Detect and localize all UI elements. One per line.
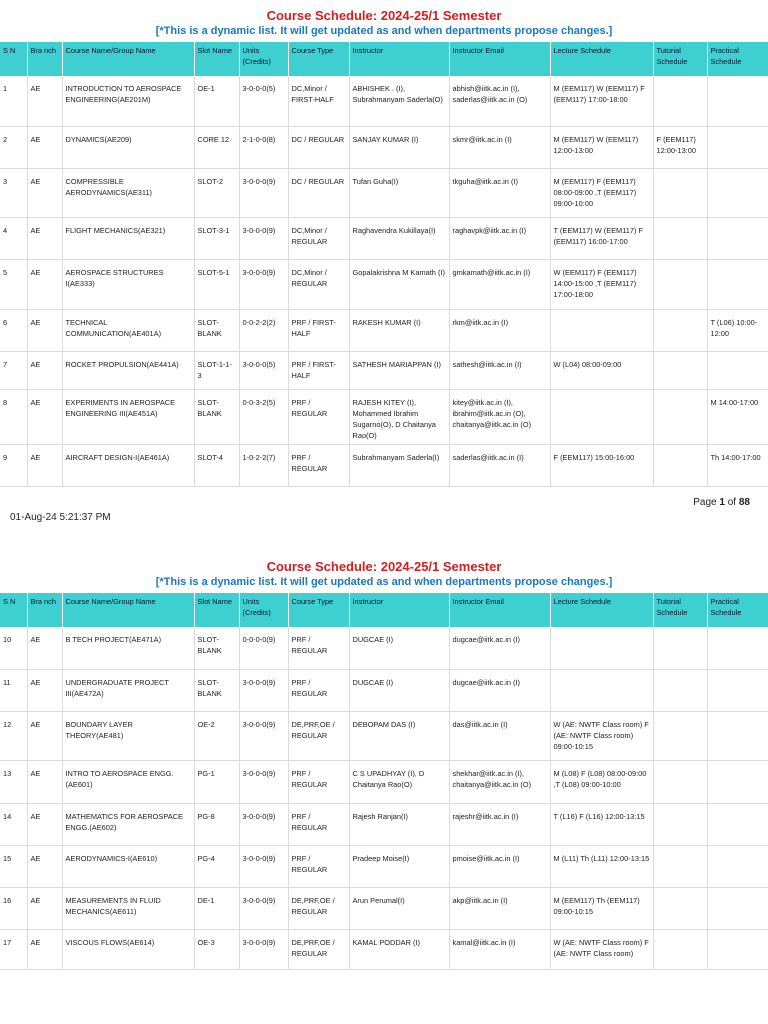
cell-email[interactable]: kitey@iitk.ac.in (I), ibrahim@iitk.ac.in (O), chaitanya@iitk.ac.in (O) <box>449 389 550 444</box>
cell-slot: PG-1 <box>194 761 239 804</box>
cell-type: PRF / REGULAR <box>288 761 349 804</box>
cell-instructor: ABHISHEK . (I), Subrahmanyam Saderla(O) <box>349 76 449 126</box>
cell-email[interactable]: dugcae@iitk.ac.in (I) <box>449 670 550 712</box>
cell-lecture: F (EEM117) 15:00-16:00 <box>550 444 653 486</box>
cell-instructor: DUGCAE (I) <box>349 627 449 670</box>
cell-practical <box>707 670 768 712</box>
cell-instructor: DUGCAE (I) <box>349 670 449 712</box>
cell-slot: SLOT-BLANK <box>194 670 239 712</box>
cell-course: TECHNICAL COMMUNICATION(AE401A) <box>62 309 194 351</box>
cell-tutorial <box>653 761 707 804</box>
cell-lecture <box>550 627 653 670</box>
cell-email[interactable]: abhish@iitk.ac.in (I), saderlas@iitk.ac.in (O) <box>449 76 550 126</box>
column-header-course: Course Name/Group Name <box>62 593 194 627</box>
cell-lecture: W (L04) 08:00-09:00 <box>550 351 653 389</box>
cell-sn: 16 <box>0 888 27 930</box>
cell-sn: 4 <box>0 217 27 259</box>
table-row <box>0 309 768 351</box>
cell-practical <box>707 804 768 846</box>
cell-branch: AE <box>27 761 62 804</box>
cell-practical <box>707 351 768 389</box>
page-title: Course Schedule: 2024-25/1 Semester <box>266 558 502 574</box>
cell-branch: AE <box>27 846 62 888</box>
cell-email[interactable]: dugcae@iitk.ac.in (I) <box>449 627 550 670</box>
cell-units: 3-0-0-0(9) <box>239 712 288 761</box>
cell-email[interactable]: kamal@iitk.ac.in (I) <box>449 930 550 970</box>
cell-units: 2-1-0-0(8) <box>239 126 288 168</box>
cell-course: EXPERIMENTS IN AEROSPACE ENGINEERING III(AE451A) <box>62 389 194 444</box>
cell-slot: SLOT-BLANK <box>194 627 239 670</box>
table-row <box>0 217 768 259</box>
cell-sn: 7 <box>0 351 27 389</box>
column-header-sn: S N <box>0 42 27 76</box>
cell-branch: AE <box>27 76 62 126</box>
column-header-tutorial: Tutorial Schedule <box>653 593 707 627</box>
cell-tutorial <box>653 804 707 846</box>
table-header-row <box>0 593 768 627</box>
cell-units: 3-0-0-0(9) <box>239 259 288 309</box>
column-header-units: Units (Credits) <box>239 42 288 76</box>
column-header-email: Instructor Email <box>449 42 550 76</box>
cell-lecture: T (L16) F (L16) 12:00-13:15 <box>550 804 653 846</box>
cell-sn: 8 <box>0 389 27 444</box>
cell-instructor: RAJESH KITEY (I), Mohammed Ibrahim Sugarno(O), D Chaitanya Rao(O) <box>349 389 449 444</box>
cell-units: 3-0-0-0(9) <box>239 804 288 846</box>
cell-type: PRF / REGULAR <box>288 670 349 712</box>
cell-type: PRF / REGULAR <box>288 846 349 888</box>
page-number: Page 1 of 88 <box>693 496 750 508</box>
cell-type: PRF / REGULAR <box>288 627 349 670</box>
cell-instructor: SANJAY KUMAR (I) <box>349 126 449 168</box>
cell-slot: SLOT-1-1-3 <box>194 351 239 389</box>
cell-tutorial <box>653 389 707 444</box>
cell-course: B TECH PROJECT(AE471A) <box>62 627 194 670</box>
cell-instructor: C S UPADHYAY (I), D Chaitanya Rao(O) <box>349 761 449 804</box>
cell-course: BOUNDARY LAYER THEORY(AE481) <box>62 712 194 761</box>
cell-email[interactable]: raghavpk@iitk.ac.in (I) <box>449 217 550 259</box>
cell-email[interactable]: tkguha@iitk.ac.in (I) <box>449 168 550 217</box>
cell-sn: 3 <box>0 168 27 217</box>
cell-tutorial <box>653 259 707 309</box>
cell-email[interactable]: sathesh@iitk.ac.in (I) <box>449 351 550 389</box>
page-subtitle: [*This is a dynamic list. It will get updated as and when departments propose changes.] <box>155 575 613 588</box>
cell-branch: AE <box>27 627 62 670</box>
cell-slot: DE-1 <box>194 888 239 930</box>
column-header-instructor: Instructor <box>349 42 449 76</box>
table-row <box>0 888 768 930</box>
cell-units: 3-0-0-0(9) <box>239 846 288 888</box>
cell-slot: SLOT-4 <box>194 444 239 486</box>
cell-type: PRF / REGULAR <box>288 804 349 846</box>
cell-lecture <box>550 670 653 712</box>
cell-slot: SLOT-3-1 <box>194 217 239 259</box>
column-header-practical: Practical Schedule <box>707 593 768 627</box>
column-header-practical: Practical Schedule <box>707 42 768 76</box>
column-header-email: Instructor Email <box>449 593 550 627</box>
cell-email[interactable]: pmoise@iitk.ac.in (I) <box>449 846 550 888</box>
cell-practical <box>707 712 768 761</box>
cell-lecture: M (EEM117) W (EEM117) F (EEM117) 17:00-18:00 <box>550 76 653 126</box>
cell-units: 0-0-2-2(2) <box>239 309 288 351</box>
cell-type: DE,PRF,OE / REGULAR <box>288 888 349 930</box>
cell-practical: T (L06) 10:00-12:00 <box>707 309 768 351</box>
cell-tutorial <box>653 930 707 970</box>
cell-practical <box>707 168 768 217</box>
cell-branch: AE <box>27 351 62 389</box>
cell-sn: 9 <box>0 444 27 486</box>
cell-branch: AE <box>27 930 62 970</box>
cell-course: VISCOUS FLOWS(AE614) <box>62 930 194 970</box>
column-header-lecture: Lecture Schedule <box>550 593 653 627</box>
cell-sn: 6 <box>0 309 27 351</box>
cell-course: COMPRESSIBLE AERODYNAMICS(AE311) <box>62 168 194 217</box>
cell-practical <box>707 888 768 930</box>
cell-type: PRF / FIRST-HALF <box>288 309 349 351</box>
cell-units: 3-0-0-0(5) <box>239 351 288 389</box>
cell-type: PRF / REGULAR <box>288 444 349 486</box>
cell-slot: SLOT-BLANK <box>194 389 239 444</box>
table-row <box>0 126 768 168</box>
cell-units: 3-0-0-0(9) <box>239 670 288 712</box>
table-row <box>0 930 768 970</box>
cell-course: MATHEMATICS FOR AEROSPACE ENGG.(AE602) <box>62 804 194 846</box>
cell-tutorial <box>653 444 707 486</box>
column-header-instructor: Instructor <box>349 593 449 627</box>
cell-course: INTRODUCTION TO AEROSPACE ENGINEERING(AE201M) <box>62 76 194 126</box>
column-header-branch: Bra nch <box>27 593 62 627</box>
column-header-slot: Slot Name <box>194 593 239 627</box>
cell-email[interactable]: gmkamath@iitk.ac.in (I) <box>449 259 550 309</box>
cell-branch: AE <box>27 712 62 761</box>
cell-tutorial: F (EEM117) 12:00-13:00 <box>653 126 707 168</box>
cell-units: 0-0-3-2(5) <box>239 389 288 444</box>
cell-type: PRF / FIRST-HALF <box>288 351 349 389</box>
cell-slot: PG-4 <box>194 846 239 888</box>
cell-instructor: Tufan Guha(I) <box>349 168 449 217</box>
cell-type: DC / REGULAR <box>288 168 349 217</box>
cell-type: DC,Minor / FIRST-HALF <box>288 76 349 126</box>
cell-lecture: M (EEM117) F (EEM117) 08:00-09:00 ,T (EEM117) 09:00-10:00 <box>550 168 653 217</box>
cell-course: AEROSPACE STRUCTURES I(AE333) <box>62 259 194 309</box>
cell-units: 0-0-0-0(9) <box>239 627 288 670</box>
page-footer <box>0 487 768 537</box>
cell-practical <box>707 217 768 259</box>
cell-course: INTRO TO AEROSPACE ENGG.(AE601) <box>62 761 194 804</box>
column-header-units: Units (Credits) <box>239 593 288 627</box>
cell-practical <box>707 930 768 970</box>
cell-tutorial <box>653 168 707 217</box>
cell-lecture <box>550 389 653 444</box>
cell-slot: OE-1 <box>194 76 239 126</box>
cell-units: 3-0-0-0(9) <box>239 761 288 804</box>
cell-sn: 13 <box>0 761 27 804</box>
cell-instructor: Raghavendra Kukillaya(I) <box>349 217 449 259</box>
cell-lecture: T (EEM117) W (EEM117) F (EEM117) 16:00-17:00 <box>550 217 653 259</box>
print-timestamp: 01-Aug-24 5:21:37 PM <box>10 511 111 523</box>
cell-practical: Th 14:00-17:00 <box>707 444 768 486</box>
cell-branch: AE <box>27 888 62 930</box>
cell-units: 3-0-0-0(9) <box>239 888 288 930</box>
cell-practical <box>707 259 768 309</box>
cell-type: DE,PRF,OE / REGULAR <box>288 930 349 970</box>
cell-instructor: RAKESH KUMAR (I) <box>349 309 449 351</box>
cell-instructor: DEBOPAM DAS (I) <box>349 712 449 761</box>
cell-lecture: W (EEM117) F (EEM117) 14:00-15:00 ,T (EEM117) 17:00-18:00 <box>550 259 653 309</box>
table-row <box>0 804 768 846</box>
cell-practical <box>707 627 768 670</box>
cell-lecture: W (AE: NWTF Class room) F (AE: NWTF Class room) <box>550 930 653 970</box>
table-header-row <box>0 42 768 76</box>
column-header-lecture: Lecture Schedule <box>550 42 653 76</box>
table-row <box>0 761 768 804</box>
cell-lecture: M (EEM117) Th (EEM117) 09:00-10:15 <box>550 888 653 930</box>
cell-branch: AE <box>27 309 62 351</box>
cell-branch: AE <box>27 126 62 168</box>
column-header-type: Course Type <box>288 593 349 627</box>
cell-branch: AE <box>27 444 62 486</box>
cell-tutorial <box>653 217 707 259</box>
column-header-branch: Bra nch <box>27 42 62 76</box>
column-header-tutorial: Tutorial Schedule <box>653 42 707 76</box>
cell-email[interactable]: shekhar@iitk.ac.in (I), chaitanya@iitk.ac.in (O) <box>449 761 550 804</box>
cell-tutorial <box>653 712 707 761</box>
column-header-slot: Slot Name <box>194 42 239 76</box>
cell-branch: AE <box>27 217 62 259</box>
cell-instructor: Pradeep Moise(I) <box>349 846 449 888</box>
cell-email[interactable]: das@iitk.ac.in (I) <box>449 712 550 761</box>
cell-email[interactable]: rajeshr@iitk.ac.in (I) <box>449 804 550 846</box>
cell-tutorial <box>653 351 707 389</box>
cell-sn: 1 <box>0 76 27 126</box>
cell-instructor: KAMAL PODDAR (I) <box>349 930 449 970</box>
cell-slot: SLOT-5-1 <box>194 259 239 309</box>
cell-email[interactable]: skmr@iitk.ac.in (I) <box>449 126 550 168</box>
cell-lecture: M (L08) F (L08) 08:00-09:00 ,T (L08) 09:00-10:00 <box>550 761 653 804</box>
table-row <box>0 259 768 309</box>
cell-type: DE,PRF,OE / REGULAR <box>288 712 349 761</box>
cell-email[interactable]: rkm@iitk.ac.in (I) <box>449 309 550 351</box>
cell-course: UNDERGRADUATE PROJECT III(AE472A) <box>62 670 194 712</box>
cell-units: 3-0-0-0(9) <box>239 217 288 259</box>
cell-course: DYNAMICS(AE209) <box>62 126 194 168</box>
cell-course: AERODYNAMICS-I(AE610) <box>62 846 194 888</box>
cell-tutorial <box>653 670 707 712</box>
cell-sn: 14 <box>0 804 27 846</box>
cell-tutorial <box>653 627 707 670</box>
table-row <box>0 168 768 217</box>
cell-sn: 2 <box>0 126 27 168</box>
cell-instructor: Subrahmanyam Saderla(I) <box>349 444 449 486</box>
cell-sn: 5 <box>0 259 27 309</box>
cell-lecture: W (AE: NWTF Class room) F (AE: NWTF Class room) 09:00-10:15 <box>550 712 653 761</box>
cell-lecture: M (L11) Th (L11) 12:00-13:15 <box>550 846 653 888</box>
cell-practical <box>707 76 768 126</box>
cell-practical: M 14:00-17:00 <box>707 389 768 444</box>
column-header-sn: S N <box>0 593 27 627</box>
cell-type: DC,Minor / REGULAR <box>288 259 349 309</box>
course-schedule-table <box>0 42 768 487</box>
cell-tutorial <box>653 888 707 930</box>
cell-sn: 12 <box>0 712 27 761</box>
course-schedule-table <box>0 593 768 971</box>
cell-email[interactable]: saderlas@iitk.ac.in (I) <box>449 444 550 486</box>
cell-slot: CORE 12 <box>194 126 239 168</box>
cell-tutorial <box>653 846 707 888</box>
cell-slot: OE-2 <box>194 712 239 761</box>
cell-type: PRF / REGULAR <box>288 389 349 444</box>
cell-course: AIRCRAFT DESIGN-I(AE461A) <box>62 444 194 486</box>
cell-course: ROCKET PROPULSION(AE441A) <box>62 351 194 389</box>
cell-course: MEASUREMENTS IN FLUID MECHANICS(AE611) <box>62 888 194 930</box>
table-row <box>0 627 768 670</box>
column-header-course: Course Name/Group Name <box>62 42 194 76</box>
table-row <box>0 670 768 712</box>
cell-practical <box>707 761 768 804</box>
cell-slot: SLOT-BLANK <box>194 309 239 351</box>
cell-branch: AE <box>27 168 62 217</box>
cell-instructor: Arun Perumal(I) <box>349 888 449 930</box>
table-row <box>0 444 768 486</box>
cell-sn: 15 <box>0 846 27 888</box>
table-row <box>0 712 768 761</box>
cell-slot: OE-3 <box>194 930 239 970</box>
cell-lecture <box>550 309 653 351</box>
cell-branch: AE <box>27 804 62 846</box>
cell-instructor: SATHESH MARIAPPAN (I) <box>349 351 449 389</box>
cell-course: FLIGHT MECHANICS(AE321) <box>62 217 194 259</box>
cell-sn: 17 <box>0 930 27 970</box>
page-title: Course Schedule: 2024-25/1 Semester <box>266 8 502 23</box>
cell-units: 3-0-0-0(9) <box>239 168 288 217</box>
cell-instructor: Gopalakrishna M Kamath (I) <box>349 259 449 309</box>
table-row <box>0 389 768 444</box>
cell-type: DC / REGULAR <box>288 126 349 168</box>
cell-branch: AE <box>27 670 62 712</box>
cell-units: 3-0-0-0(5) <box>239 76 288 126</box>
cell-slot: PG-8 <box>194 804 239 846</box>
cell-units: 3-0-0-0(9) <box>239 930 288 970</box>
cell-tutorial <box>653 76 707 126</box>
cell-type: DC,Minor / REGULAR <box>288 217 349 259</box>
table-row <box>0 846 768 888</box>
cell-sn: 11 <box>0 670 27 712</box>
table-row <box>0 76 768 126</box>
cell-units: 1-0-2-2(7) <box>239 444 288 486</box>
cell-practical <box>707 846 768 888</box>
table-row <box>0 351 768 389</box>
column-header-type: Course Type <box>288 42 349 76</box>
cell-tutorial <box>653 309 707 351</box>
cell-branch: AE <box>27 389 62 444</box>
cell-instructor: Rajesh Ranjan(I) <box>349 804 449 846</box>
cell-sn: 10 <box>0 627 27 670</box>
page-subtitle: [*This is a dynamic list. It will get updated as and when departments propose changes.] <box>155 25 613 37</box>
cell-slot: SLOT-2 <box>194 168 239 217</box>
cell-lecture: M (EEM117) W (EEM117) 12:00-13:00 <box>550 126 653 168</box>
cell-email[interactable]: akp@iitk.ac.in (I) <box>449 888 550 930</box>
cell-branch: AE <box>27 259 62 309</box>
cell-practical <box>707 126 768 168</box>
